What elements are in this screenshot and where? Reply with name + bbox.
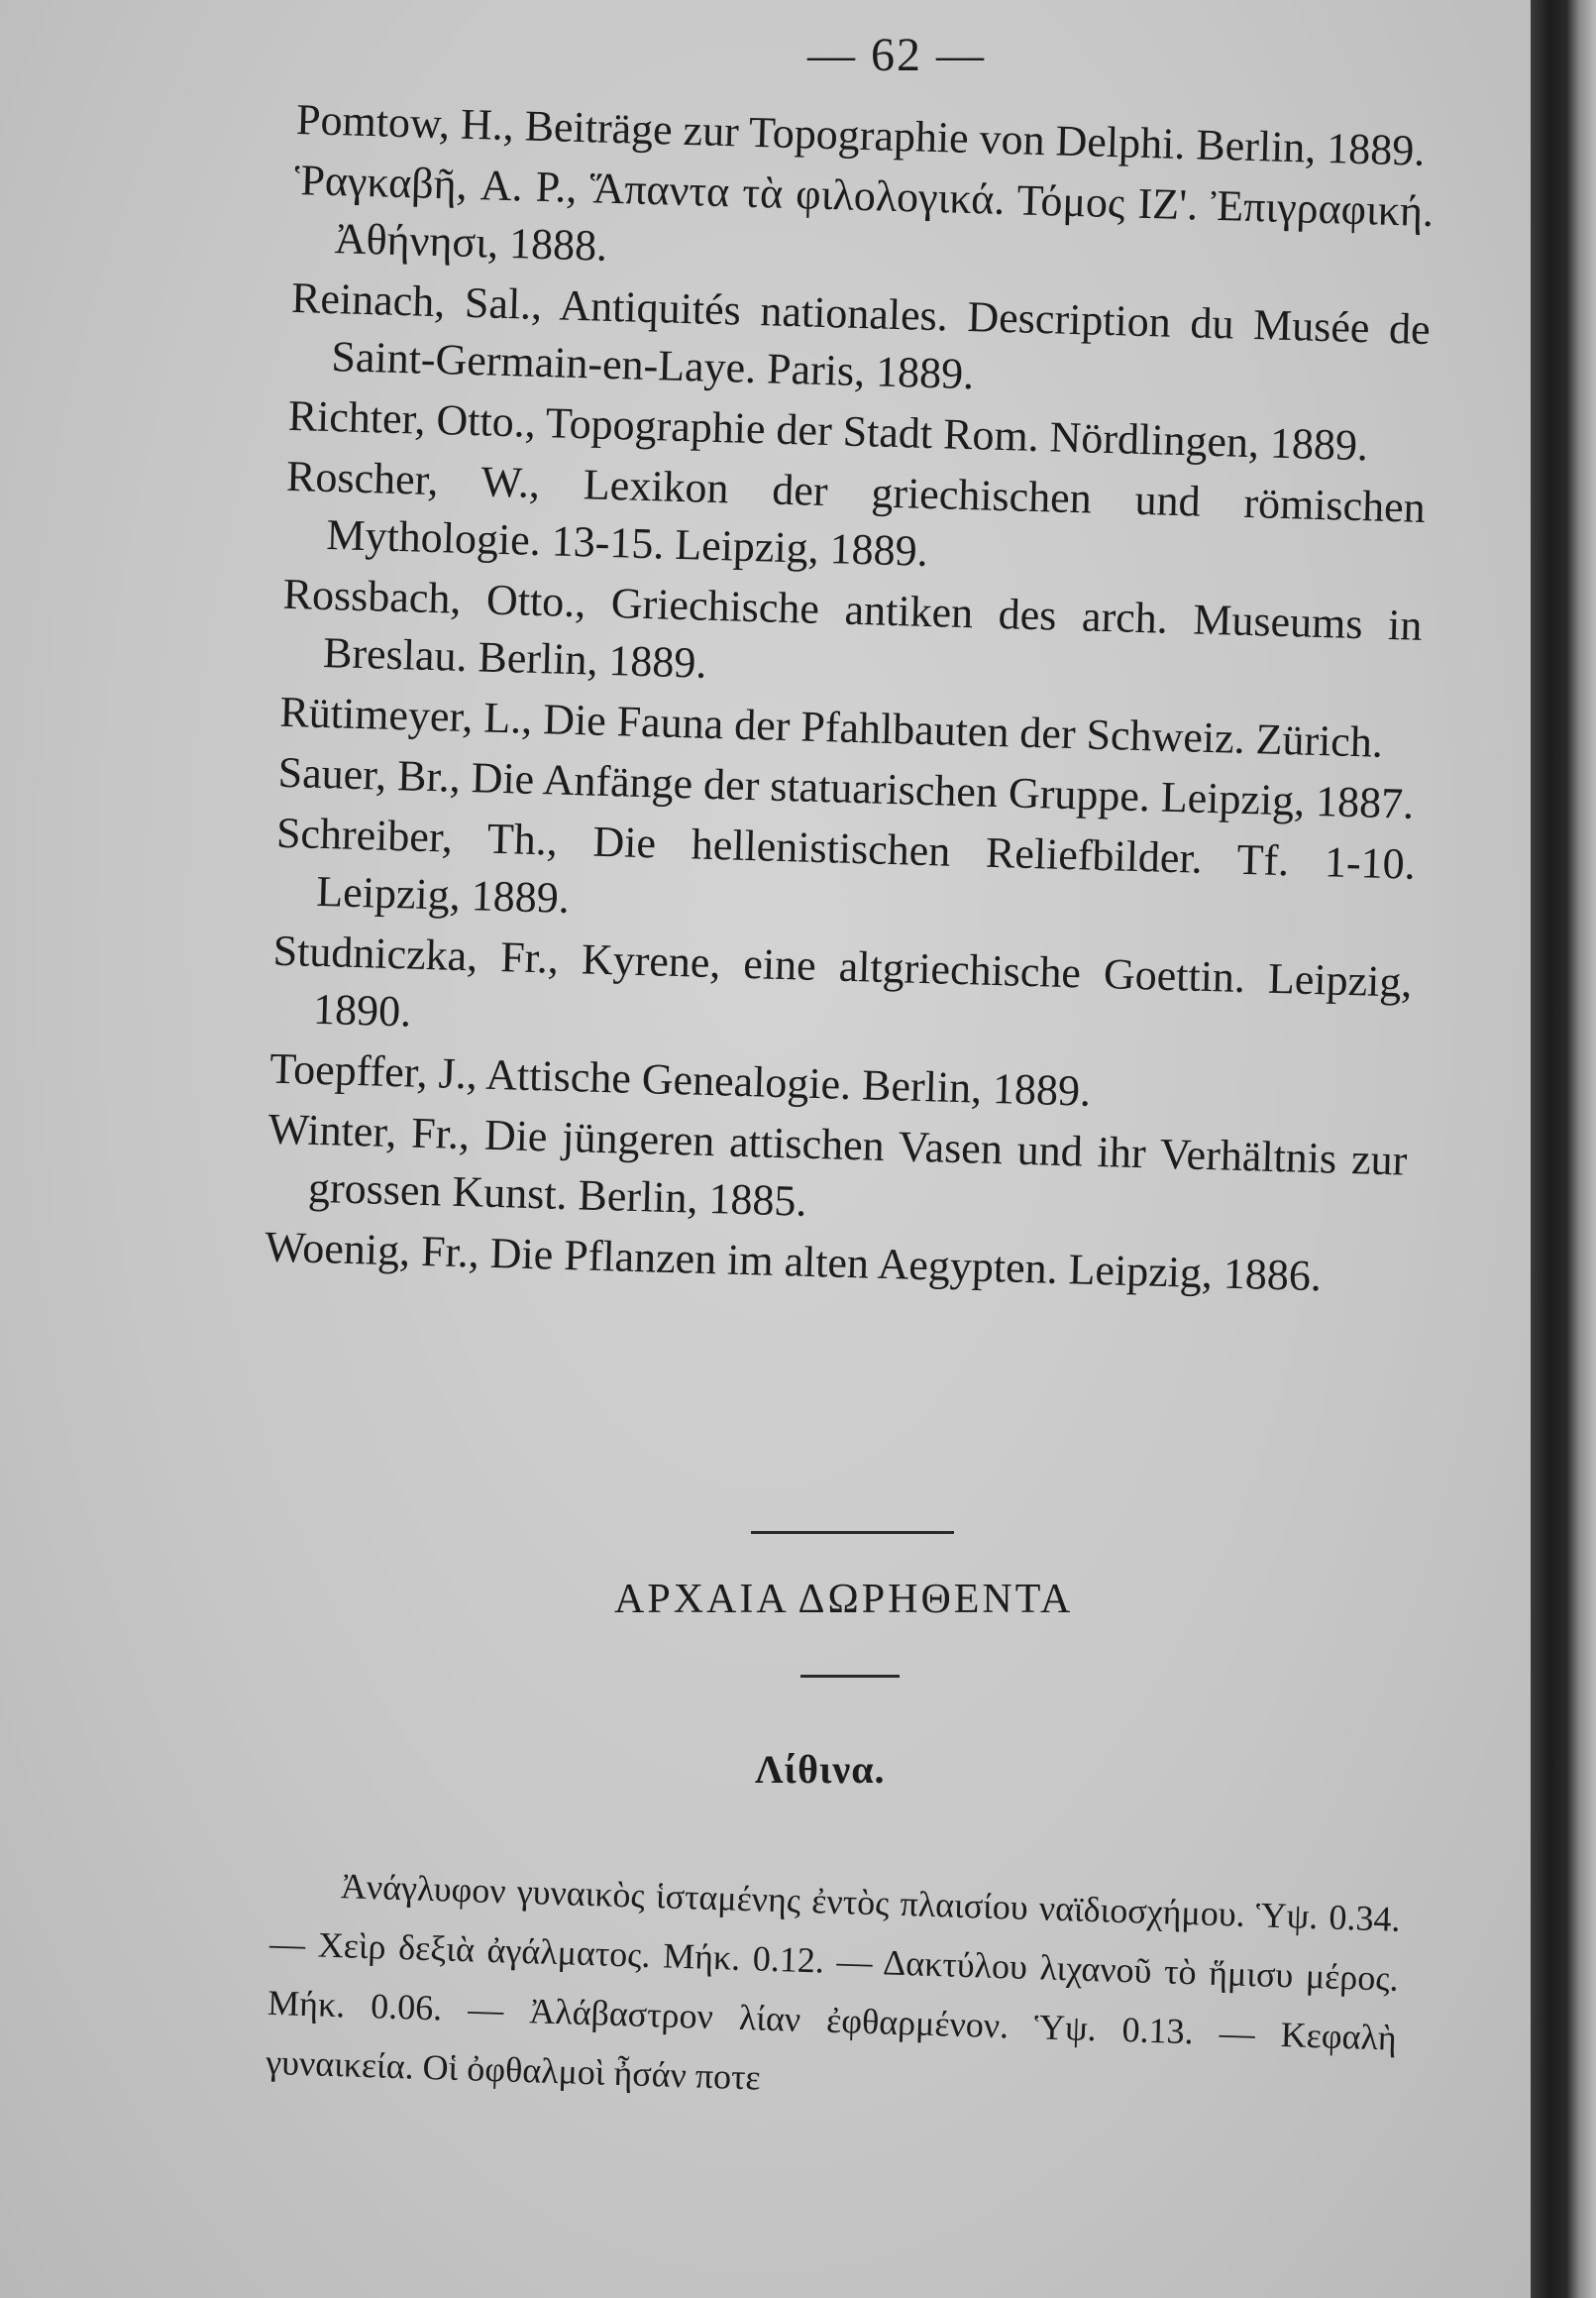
bibliography-entry: Winter, Fr., Die jüngeren attischen Vasen und ihr Verhältnis zur grossen Kunst. Berlin, 1885. [267,1104,1408,1226]
bibliography-entry: Rossbach, Otto., Griechische antiken des arch. Museums in Breslau. Berlin, 1889. [282,569,1424,688]
bibliography-entry: Schreiber, Th., Die hellenistischen Reliefbilder. Tf. 1-10. Leipzig, 1889. [275,808,1417,923]
subsection-title: Λίθινα. [755,1747,886,1792]
section-divider-top [751,1531,954,1534]
page-number: — 62 — [807,29,986,81]
bibliography-entry: Sauer, Br., Die Anfänge der statuarischen Gruppe. Leipzig, 1887. [277,747,1415,828]
bibliography-entry: Toepffer, J., Attische Genealogie. Berlin, 1889. [268,1043,1092,1116]
bibliography-entry: Rütimeyer, L., Die Fauna der Pfahlbauten der Schweiz. Zürich. [278,687,1384,767]
section-title: ΑΡΧΑΙΑ ΔΩΡΗΘΕΝΤΑ [614,1577,1074,1622]
bibliography-list [265,91,1436,1311]
bibliography-entry: Ῥαγκαβῆ, A. P., Ἅπαντα τὰ φιλολογικά. Τόμος ΙΖ'. Ἐπιγραφική. Ἀθήνησι, 1888. [293,155,1435,271]
bibliography-entry: Pomtow, H., Beiträge zur Topographie von Delphi. Berlin, 1889. [295,94,1426,175]
book-binding-edge [1531,0,1596,2298]
bibliography-entry: Richter, Otto., Topographie der Stadt Rom. Nördlingen, 1889. [287,390,1369,471]
bibliography-entry: Roscher, W., Lexikon der griechischen und römischen Mythologie. 13-15. Leipzig, 1889. [285,451,1427,576]
bibliography-entry: Reinach, Sal., Antiquités nationales. Description du Musée de Saint-Germain-en-Laye. Paris, 1889. [290,273,1432,399]
bibliography-entry: Studniczka, Fr., Kyrene, eine altgriechische Goettin. Leipzig, 1890. [272,926,1414,1037]
section-divider-bottom [800,1675,900,1678]
bibliography-entry: Woenig, Fr., Die Pflanzen im alten Aegypten. Leipzig, 1886. [264,1222,1323,1301]
catalog-paragraph: Ἀνάγλυφον γυναικὸς ἱσταμένης ἐντὸς πλαισίου ναϊδιοσχήμου. Ὑψ. 0.34. — Χεὶρ δεξιὰ ἀγάλματος. Μήκ. 0.12. — Δακτύλου λιχανοῦ τὸ ἥμισυ μέρος. Μήκ. 0.06. — Ἀλάβαστρον λίαν ἐφθαρμένον. Ὑψ. 0.13. — Κεφαλὴ γυναικεία. Οἱ ὀφθαλμοὶ ἦσάν ποτε [265,1866,1402,2098]
